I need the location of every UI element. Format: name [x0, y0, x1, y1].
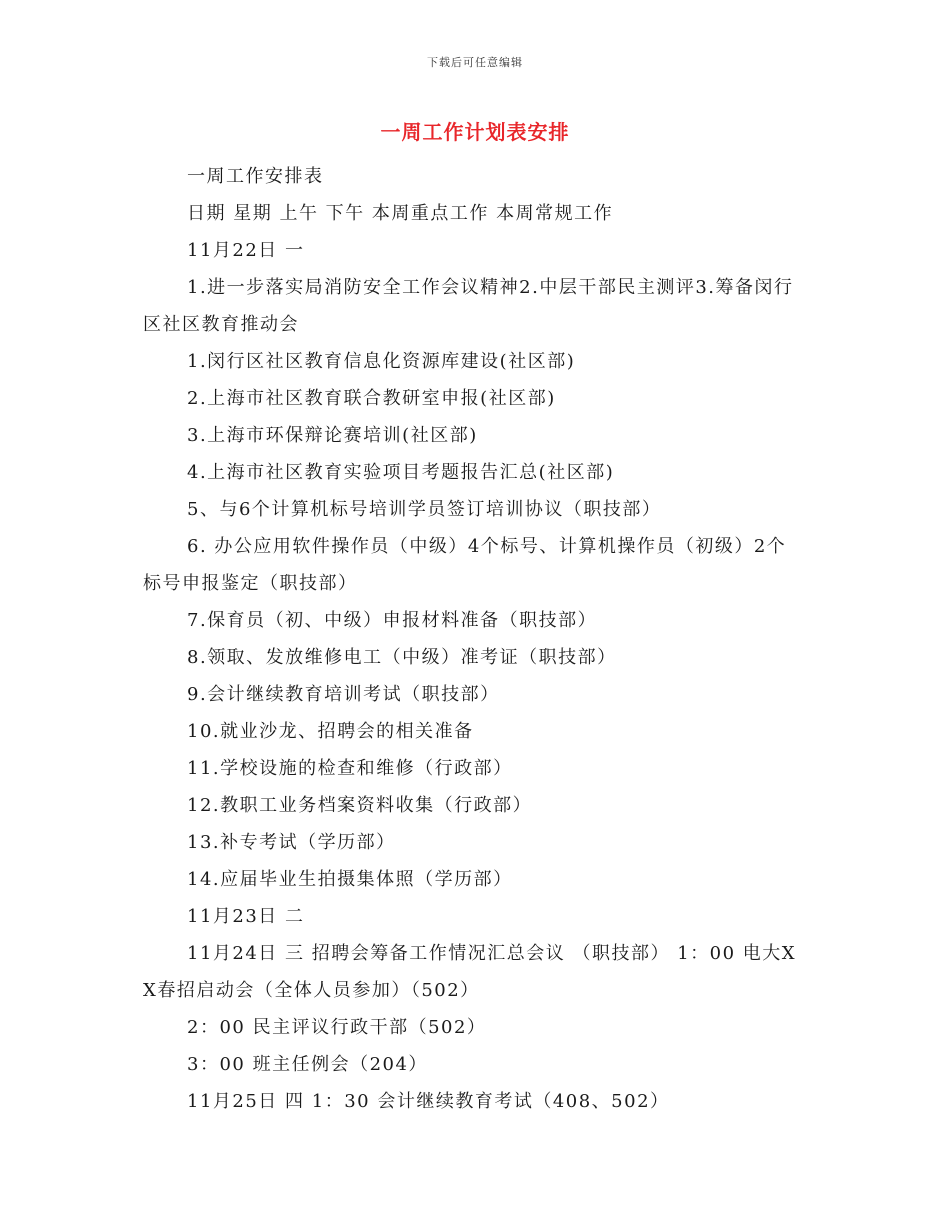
paragraph-item-13: 13.补专考试（学历部） [187, 832, 396, 853]
paragraph-key-work: 1.进一步落实局消防安全工作会议精神2.中层干部民主测评3.筹备闵行区社区教育推动会 [143, 277, 794, 335]
paragraph-date-nov23: 11月23日 二 [187, 906, 305, 927]
paragraph-item-12: 12.教职工业务档案资料收集（行政部） [187, 795, 533, 816]
paragraph-item-7: 7.保育员（初、中级）申报材料准备（职技部） [187, 610, 598, 631]
paragraph-item-1: 1.闵行区社区教育信息化资源库建设(社区部) [187, 351, 576, 372]
paragraph-date-nov24: 11月24日 三 招聘会筹备工作情况汇总会议 （职技部） 1：00 电大XX春招启动会（全体人员参加）（502） [143, 943, 797, 1001]
paragraph-item-10: 10.就业沙龙、招聘会的相关准备 [187, 721, 474, 742]
paragraph-nov24-2pm: 2：00 民主评议行政干部（502） [187, 1017, 487, 1038]
header-note: 下载后可任意编辑 [427, 56, 523, 69]
paragraph-schedule-heading: 一周工作安排表 [187, 166, 324, 187]
paragraph-item-9: 9.会计继续教育培训考试（职技部） [187, 684, 500, 705]
paragraph-item-5: 5、与6个计算机标号培训学员签订培训协议（职技部） [187, 499, 662, 520]
paragraph-item-2: 2.上海市社区教育联合教研室申报(社区部) [187, 388, 556, 409]
document-body [143, 158, 805, 1120]
paragraph-column-headers: 日期 星期 上午 下午 本周重点工作 本周常规工作 [187, 203, 614, 224]
paragraph-item-14: 14.应届毕业生拍摄集体照（学历部） [187, 869, 513, 890]
paragraph-item-8: 8.领取、发放维修电工（中级）准考证（职技部） [187, 647, 617, 668]
paragraph-item-6: 6. 办公应用软件操作员（中级）4个标号、计算机操作员（初级）2个标号申报鉴定（职技部） [143, 536, 787, 594]
paragraph-item-3: 3.上海市环保辩论赛培训(社区部) [187, 425, 478, 446]
paragraph-item-4: 4.上海市社区教育实验项目考题报告汇总(社区部) [187, 462, 615, 483]
document-title: 一周工作计划表安排 [380, 120, 570, 144]
paragraph-item-11: 11.学校设施的检查和维修（行政部） [187, 758, 513, 779]
paragraph-nov24-3pm: 3：00 班主任例会（204） [187, 1054, 428, 1075]
paragraph-date-nov22: 11月22日 一 [187, 240, 305, 261]
paragraph-date-nov25: 11月25日 四 1：30 会计继续教育考试（408、502） [187, 1091, 670, 1112]
